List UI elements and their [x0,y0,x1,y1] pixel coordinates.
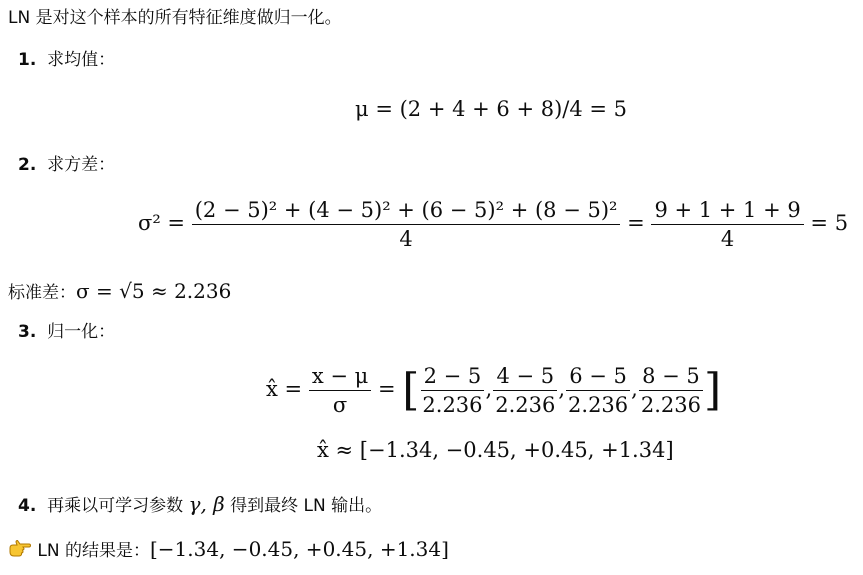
normalize-item-fraction [419,364,485,417]
variance-lhs: σ² = [138,211,186,235]
normalize-item-numerator: 8 − 5 [639,364,703,391]
step-2-label: 求方差： [47,155,116,175]
step-1-label: 求均值： [47,50,116,70]
step-3-heading [18,320,115,344]
variance-equation [138,198,848,251]
result-value: [−1.34, −0.45, +0.45, +1.34] [150,537,449,561]
variance-fraction-2 [651,198,803,251]
std-label: 标准差： [8,283,76,303]
mean-equation: μ = (2 + 4 + 6 + 8)/4 = 5 [355,97,628,121]
normalize-main-denominator: σ [332,393,348,417]
normalize-equals: = [377,377,396,401]
normalize-item-denominator: 2.236 [495,393,556,417]
normalize-item-denominator: 2.236 [640,393,701,417]
step-1-number: 1. [18,50,37,70]
normalize-item-fraction [492,364,558,417]
variance-frac1-numerator: (2 − 5)² + (4 − 5)² + (6 − 5)² + (8 − 5)² [192,198,621,225]
variance-frac2-denominator: 4 [720,227,735,251]
normalize-equation: x̂ = $\frac{x - \mu}{\sigma}$ = [ $\frac{2 - 5}{2.236}$ , $\frac{4 - 5}{2.236}$ , $\frac{6 - 5}{2.236}$ , $\frac{8 - 5}{2.236}$ ] [266,364,722,417]
right-bracket: ] [703,364,722,416]
variance-frac2-numerator: 9 + 1 + 1 + 9 [651,198,803,225]
step-3-number: 3. [18,322,37,342]
step-2-heading [18,153,115,177]
pointing-hand-icon [8,539,32,564]
normalize-item-numerator: 6 − 5 [566,364,630,391]
variance-equals: = [627,211,645,235]
normalize-main-fraction [309,364,371,417]
variance-frac1-denominator: 4 [399,227,413,251]
normalize-item-fraction [565,364,631,417]
normalize-main-numerator: x − μ [309,364,371,391]
variance-fraction-1 [192,198,621,251]
normalize-item-fraction [638,364,704,417]
step-3-label: 归一化： [47,322,116,342]
step-4-line [18,492,382,518]
step-4-text-after: 得到最终 LN 输出。 [224,496,383,516]
step-1-heading [18,48,115,72]
normalized-approx: x̂ ≈ [−1.34, −0.45, +0.45, +1.34] [317,438,674,462]
result-line [8,537,449,564]
intro-text: LN 是对这个样本的所有特征维度做归一化。 [8,8,342,28]
variance-result: = 5 [810,211,849,235]
normalize-lhs: x̂ = [266,377,303,401]
step-4-text-before: 再乘以可学习参数 [47,496,189,516]
left-bracket: [ [402,364,420,416]
normalize-item-denominator: 2.236 [568,393,629,417]
result-label: LN 的结果是： [37,541,150,561]
step-4-number: 4. [18,496,37,516]
normalize-item-denominator: 2.236 [422,393,483,417]
normalize-item-numerator: 4 − 5 [493,364,557,391]
std-equation: σ = √5 ≈ 2.236 [76,279,232,303]
step-2-number: 2. [18,155,37,175]
std-line [8,279,231,305]
step-4-params: γ, β [188,492,225,516]
normalize-item-numerator: 2 − 5 [421,364,485,391]
